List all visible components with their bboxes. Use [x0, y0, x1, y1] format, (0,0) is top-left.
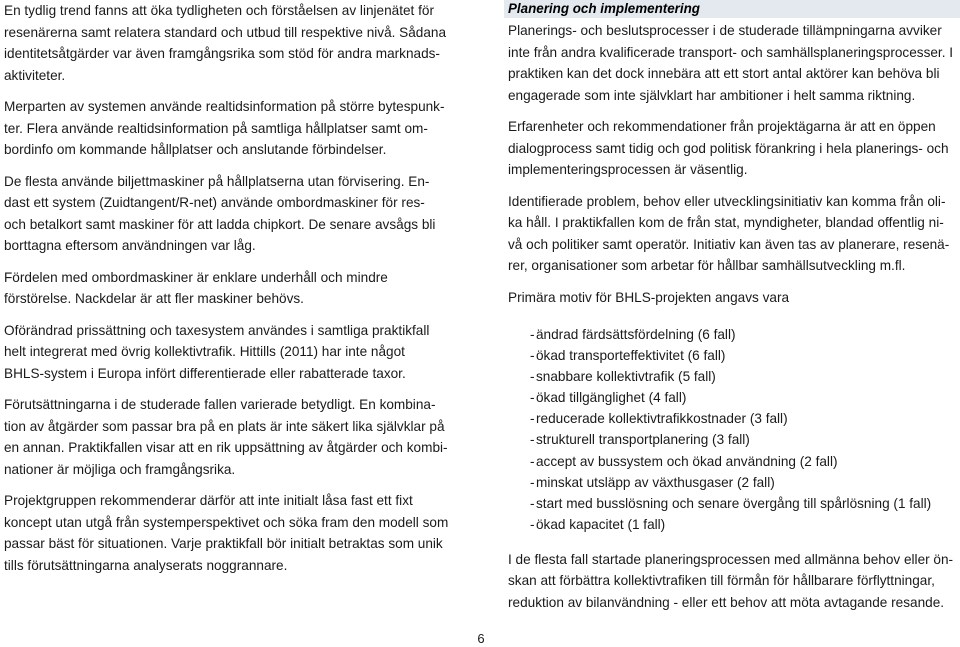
left-paragraph-onboard-machines: Fördelen med ombordmaskiner är enklare underhåll och mindre förstörelse. Nackdelar är att fler maskiner behövs. — [4, 269, 388, 306]
list-item: - snabbare kollektivtrafik (5 fall) — [530, 369, 716, 385]
right-paragraph-dialogue: Erfarenheter och rekommendationer från projektägarna är att en öppen dialogprocess samt tidig och god politisk förankring i hela planerings- och implementeringsprocessen är väsentlig. — [508, 119, 949, 177]
list-item: - ökad transporteffektivitet (6 fall) — [530, 348, 726, 364]
left-paragraph-recommendation: Projektgruppen rekommenderar därför att inte initialt låsa fast ett fixt koncept utan utgå från systemperspektivet och söka fram den modell som passar bäst för situationen. Varje praktikfall bör initialt betraktas som unik tills förutsättningarna analyserats noggrannare. — [4, 493, 449, 573]
left-paragraph-realtime: Merparten av systemen använde realtidsinformation på större bytespunk- ter. Flera använde realtidsinformation på samtliga hållplatser samt om- bordinfo om kommande hållplatser och anslutande förbindelser. — [4, 99, 445, 157]
right-paragraph-initiatives: Identifierade problem, behov eller utvecklingsinitiativ kan komma från oli- ka håll. I praktikfallen kom de från stat, myndigheter, blandad offentlig ni- vå och politiker samt operatör. Initiativ kan även tas av planerare, resenä- rer, organisationer som arbetar för hållbar samhällsutveckling m.fl. — [508, 193, 950, 273]
list-item: - ökad tillgänglighet (4 fall) — [530, 390, 687, 406]
list-item: - ökad kapacitet (1 fall) — [530, 516, 666, 532]
right-paragraph-closing: I de flesta fall startade planeringsprocessen med allmänna behov eller ön- skan att förbättra kollektivtrafiken till förmån för hållbarare förflyttningar, reduktion av bilanvändning - eller ett behov att möta avtagande resande. — [508, 551, 954, 610]
list-item: - start med busslösning och senare övergång till spårlösning (1 fall) — [530, 495, 932, 511]
section-heading: Planering och implementering — [504, 0, 960, 18]
list-item: - reducerade kollektivtrafikkostnader (3 fall) — [530, 411, 788, 427]
motives-list — [508, 324, 960, 535]
right-paragraph-processes: Planerings- och beslutsprocesser i de studerade tillämpningarna avviker inte från andra kvalificerade transport- och samhällsplaneringsprocesser. I praktiken kan det dock innebära att ett stort antal aktörer kan behöva bli engagerade som inte självklart har ambitioner i helt samma riktning. — [508, 23, 954, 103]
list-item: - ändrad färdsättsfördelning (6 fall) — [530, 327, 736, 342]
page-number: 6 — [477, 631, 485, 646]
list-item: - strukturell transportplanering (3 fall) — [530, 432, 750, 448]
right-column — [508, 0, 960, 613]
left-paragraph-ticketing: De flesta använde biljettmaskiner på hållplatserna utan förvisering. En- dast ett system (Zuidtangent/R-net) använde ombordmaskiner för res- och betalkort samt maskiner för att ladda chipkort. De senare avsågs bli borttagna eftersom användningen var låg. — [4, 173, 436, 253]
left-paragraph-pricing: Oförändrad prissättning och taxesystem användes i samtliga praktikfall helt integrerat med övrig kollektivtrafik. Hittills (2011) har inte något BHLS-system i Europa infört differentierade eller rabatterade taxor. — [4, 322, 430, 381]
left-paragraph-conditions: Förutsättningarna i de studerade fallen varierade betydligt. En kombina- tion av åtgärder som passar bra på en plats är inte säkert lika självklar på en annan. Praktikfallen visar att en rik uppsättning av åtgärder och kombi- nationer är möjliga och framgångsrika. — [4, 397, 448, 477]
list-item: - accept av bussystem och ökad användning (2 fall) — [530, 453, 838, 469]
left-paragraph-identity: En tydlig trend fanns att öka tydligheten och förståelsen av linjenätet för resenärerna samt relatera standard och utbud till respektive nivå. Sådana identitetsåtgärder var även framgångsrika som stöd för andra marknads- aktiviteter. — [4, 3, 447, 83]
right-paragraph-motives-intro: Primära motiv för BHLS-projekten angavs vara — [508, 289, 790, 305]
list-item: - minskat utsläpp av växthusgaser (2 fall) — [530, 474, 775, 490]
left-column — [4, 0, 466, 576]
